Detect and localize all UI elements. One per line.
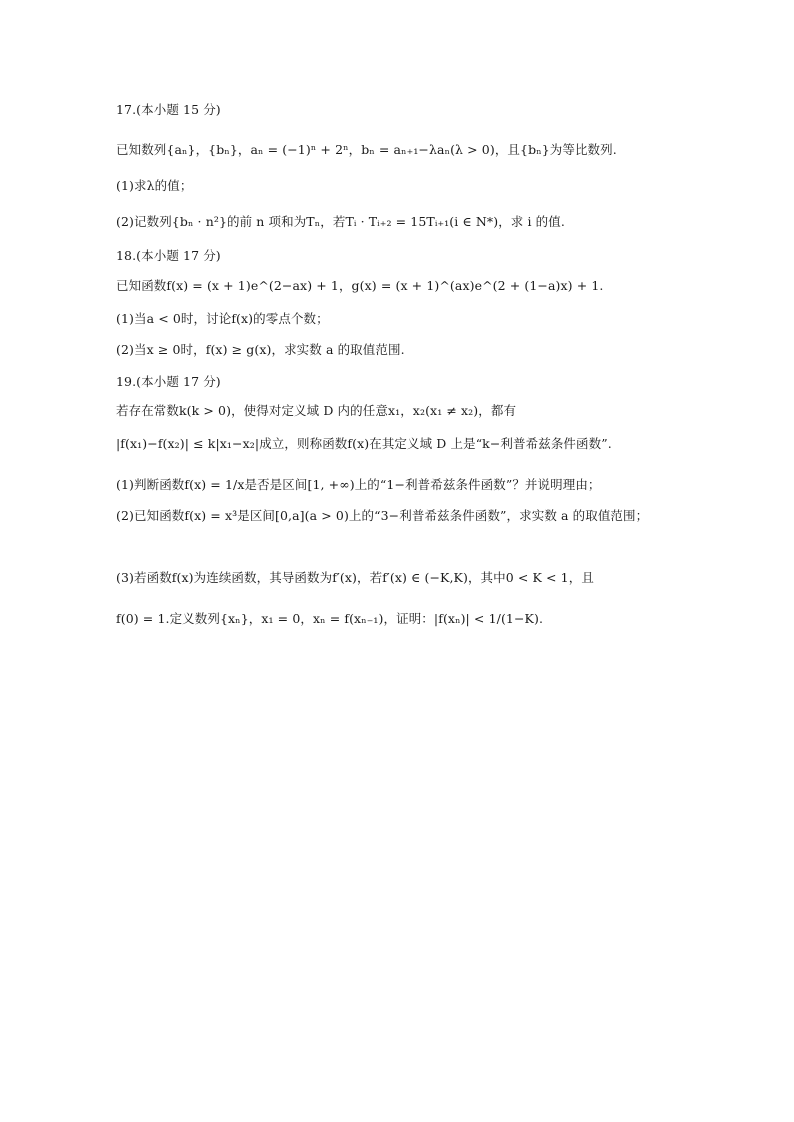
question-19-part-3-line-1: (3)若函数f(x)为连续函数，其导函数为f′(x)，若f′(x) ∈ (−K,K)，其中0 < K < 1，且 [116, 570, 594, 585]
question-19-part-1: (1)判断函数f(x) = 1/x是否是区间[1, +∞)上的“1−利普希兹条件函数”？并说明理由； [116, 477, 601, 492]
question-19-heading: 19.(本小题 17 分) [116, 374, 221, 389]
question-18-stem: 已知函数f(x) = (x + 1)e^(2−ax) + 1，g(x) = (x + 1)^(ax)e^(2 + (1−a)x) + 1. [116, 278, 604, 293]
question-17-part-1: (1)求λ的值； [116, 178, 193, 193]
question-17-stem: 已知数列{aₙ}，{bₙ}，aₙ = (−1)ⁿ + 2ⁿ，bₙ = aₙ₊₁−λaₙ(λ > 0)，且{bₙ}为等比数列. [116, 142, 617, 157]
question-19-stem-line-2: |f(x₁)−f(x₂)| ≤ k|x₁−x₂|成立，则称函数f(x)在其定义域 D 上是“k−利普希兹条件函数”. [116, 436, 612, 451]
question-19-part-3-line-2: f(0) = 1.定义数列{xₙ}，x₁ = 0，xₙ = f(xₙ₋₁)，证明：|f(xₙ)| < 1/(1−K). [116, 611, 544, 626]
question-17-heading: 17.(本小题 15 分) [116, 102, 221, 117]
question-18-heading: 18.(本小题 17 分) [116, 248, 221, 263]
question-19-stem-line-1: 若存在常数k(k > 0)，使得对定义域 D 内的任意x₁，x₂(x₁ ≠ x₂)，都有 [116, 403, 517, 418]
question-18-part-2: (2)当x ≥ 0时，f(x) ≥ g(x)，求实数 a 的取值范围. [116, 342, 405, 357]
question-18-part-1: (1)当a < 0时，讨论f(x)的零点个数； [116, 311, 329, 326]
question-17-part-2: (2)记数列{bₙ · n²}的前 n 项和为Tₙ，若Tᵢ · Tᵢ₊₂ = 15Tᵢ₊₁(i ∈ N*)，求 i 的值. [116, 214, 565, 229]
question-19-part-2: (2)已知函数f(x) = x³是区间[0,a](a > 0)上的“3−利普希兹条件函数”，求实数 a 的取值范围； [116, 508, 649, 523]
